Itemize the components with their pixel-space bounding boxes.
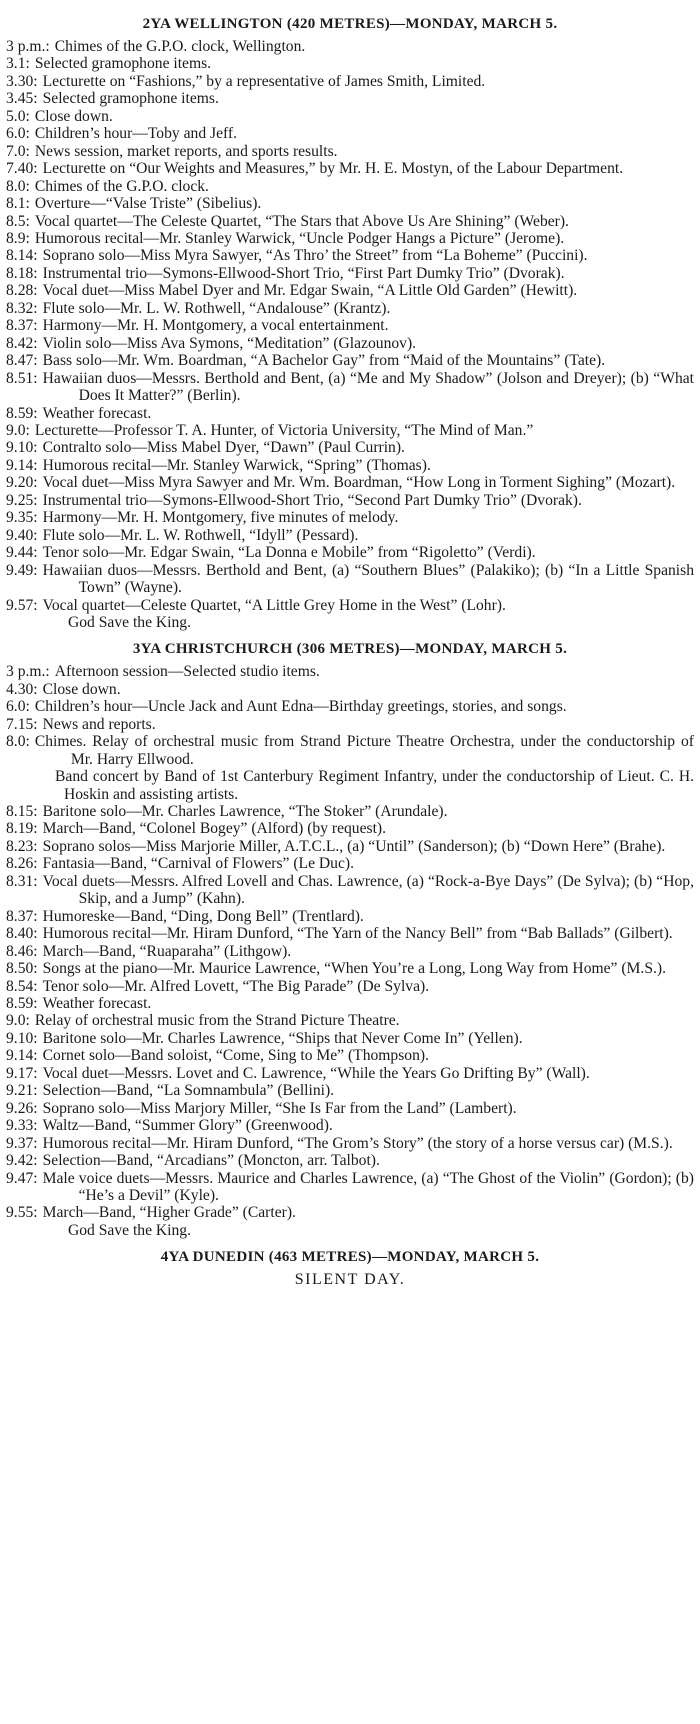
programme-item xyxy=(6,405,694,422)
item-description: Selected gramophone items. xyxy=(34,55,212,73)
programme-item xyxy=(6,178,694,195)
programme-item xyxy=(6,230,694,247)
item-description: Band concert by Band of 1st Canterbury Regiment Infantry, under the conductorship of Lieut. C. H. Hoskin and assisting artists. xyxy=(55,768,694,803)
item-time: 8.50: xyxy=(6,960,38,978)
item-description: Fantasia—Band, “Carnival of Flowers” (Le Duc). xyxy=(42,855,354,873)
item-description: March—Band, “Ruaparaha” (Lithgow). xyxy=(42,942,292,960)
programme-item xyxy=(6,698,694,715)
programme-item xyxy=(6,1204,694,1221)
programme-item xyxy=(6,195,694,212)
programme-item xyxy=(6,527,694,544)
item-description: Soprano solos—Miss Marjorie Miller, A.T.C.L., (a) “Until” (Sanderson); (b) “Down Here” (Brahe). xyxy=(42,837,666,855)
item-time: 8.23: xyxy=(6,837,38,855)
station-section xyxy=(6,14,694,631)
item-time: 8.5: xyxy=(6,212,30,230)
item-description: Selected gramophone items. xyxy=(42,90,219,108)
closing-anthem: God Save the King. xyxy=(68,1221,191,1239)
item-time: 8.31: xyxy=(6,872,38,890)
item-description: Bass solo—Mr. Wm. Boardman, “A Bachelor Gay” from “Maid of the Mountains” (Tate). xyxy=(42,352,606,370)
item-description: Relay of orchestral music from the Strand Picture Theatre. xyxy=(34,1012,400,1030)
programme-item xyxy=(6,213,694,230)
programme-item xyxy=(6,474,694,491)
item-description: News and reports. xyxy=(42,715,156,733)
item-time: 9.40: xyxy=(6,526,38,544)
item-description: Harmony—Mr. H. Montgomery, five minutes of melody. xyxy=(42,509,399,527)
item-description: Afternoon session—Selected studio items. xyxy=(54,663,320,681)
item-description: Waltz—Band, “Summer Glory” (Greenwood). xyxy=(42,1117,333,1135)
item-description: Soprano solo—Miss Marjory Miller, “She Is Far from the Land” (Lambert). xyxy=(42,1099,517,1117)
silent-day-note: SILENT DAY. xyxy=(294,1271,406,1289)
item-description: Vocal duet—Messrs. Lovet and C. Lawrence, “While the Years Go Drifting By” (Wall). xyxy=(42,1064,590,1082)
programme-item xyxy=(6,370,694,405)
item-description: Selection—Band, “La Somnambula” (Bellini). xyxy=(42,1082,335,1100)
programme-item xyxy=(6,663,694,680)
item-time: 8.37: xyxy=(6,317,38,335)
programme-item xyxy=(6,492,694,509)
item-description: Tenor solo—Mr. Edgar Swain, “La Donna e Mobile” from “Rigoletto” (Verdi). xyxy=(42,544,536,562)
programme-item xyxy=(6,1152,694,1169)
item-time: 9.0: xyxy=(6,1012,30,1030)
programme-item xyxy=(6,768,694,803)
programme-item xyxy=(6,597,694,614)
item-description: Cornet solo—Band soloist, “Come, Sing to Me” (Thompson). xyxy=(42,1047,429,1065)
item-description: Vocal duet—Miss Mabel Dyer and Mr. Edgar Swain, “A Little Old Garden” (Hewitt). xyxy=(42,282,578,300)
item-description: Lecturette—Professor T. A. Hunter, of Victoria University, “The Mind of Man.” xyxy=(34,421,534,439)
item-time: 9.17: xyxy=(6,1064,38,1082)
station-section xyxy=(6,639,694,1239)
item-time: 9.10: xyxy=(6,439,38,457)
programme-item xyxy=(6,143,694,160)
item-description: Violin solo—Miss Ava Symons, “Meditation” (Glazounov). xyxy=(42,334,417,352)
programme-item xyxy=(6,1082,694,1099)
programme-item xyxy=(6,422,694,439)
programme-item xyxy=(6,38,694,55)
item-time: 9.55: xyxy=(6,1204,38,1222)
item-description: Humorous recital—Mr. Stanley Warwick, “Spring” (Thomas). xyxy=(42,456,431,474)
item-time: 6.0: xyxy=(6,125,30,143)
item-time: 8.0: xyxy=(6,733,30,751)
programme-item xyxy=(6,1047,694,1064)
programme-item xyxy=(6,300,694,317)
programme-item xyxy=(6,978,694,995)
item-description: Overture—“Valse Triste” (Sibelius). xyxy=(34,195,262,213)
programme-item xyxy=(6,1012,694,1029)
item-time: 5.0: xyxy=(6,107,30,125)
item-description: March—Band, “Colonel Bogey” (Alford) (by request). xyxy=(42,820,387,838)
item-description: Humorous recital—Mr. Hiram Dunford, “The Yarn of the Nancy Bell” from “Bab Ballads” (Gilbert). xyxy=(42,925,673,943)
programme-item xyxy=(6,265,694,282)
item-time: 8.19: xyxy=(6,820,38,838)
programme-item xyxy=(6,838,694,855)
item-time: 3 p.m.: xyxy=(6,663,50,681)
item-time: 8.14: xyxy=(6,247,38,265)
item-description: Close down. xyxy=(42,680,121,698)
item-time: 9.37: xyxy=(6,1134,38,1152)
programme-item xyxy=(6,352,694,369)
item-description: Chimes. Relay of orchestral music from Strand Picture Theatre Orchestra, under the conductorship of Mr. Harry Ellwood. xyxy=(34,733,694,768)
item-time: 9.10: xyxy=(6,1029,38,1047)
programme-item xyxy=(6,820,694,837)
item-time: 8.59: xyxy=(6,404,38,422)
item-time: 8.47: xyxy=(6,352,38,370)
programme-item xyxy=(6,509,694,526)
programme-item xyxy=(6,1117,694,1134)
programme-sections xyxy=(6,14,694,1289)
item-time: 8.42: xyxy=(6,334,38,352)
programme-item xyxy=(6,73,694,90)
programme-item xyxy=(6,855,694,872)
item-description: Soprano solo—Miss Myra Sawyer, “As Thro’ the Street” from “La Boheme” (Puccini). xyxy=(42,247,588,265)
programme-item xyxy=(6,995,694,1012)
item-description: Chimes of the G.P.O. clock, Wellington. xyxy=(54,38,306,55)
item-description: Songs at the piano—Mr. Maurice Lawrence, “When You’re a Long, Long Way from Home” (M.S.). xyxy=(42,960,666,978)
item-description: Children’s hour—Uncle Jack and Aunt Edna—Birthday greetings, stories, and songs. xyxy=(34,698,567,716)
programme-item xyxy=(6,1170,694,1205)
item-description: Children’s hour—Toby and Jeff. xyxy=(34,125,238,143)
item-time: 9.0: xyxy=(6,421,30,439)
programme-item xyxy=(6,681,694,698)
item-description: News session, market reports, and sports results. xyxy=(34,142,338,160)
programme-item xyxy=(6,544,694,561)
programme-item xyxy=(6,1065,694,1082)
item-description: Flute solo—Mr. L. W. Rothwell, “Idyll” (Pessard). xyxy=(42,526,359,544)
item-description: Vocal quartet—The Celeste Quartet, “The Stars that Above Us Are Shining” (Weber). xyxy=(34,212,569,230)
item-description: Instrumental trio—Symons-Ellwood-Short Trio, “Second Part Dumky Trio” (Dvorak). xyxy=(42,491,582,509)
item-description: Selection—Band, “Arcadians” (Moncton, arr. Talbot). xyxy=(42,1152,380,1170)
item-description: Humorous recital—Mr. Stanley Warwick, “Uncle Podger Hangs a Picture” (Jerome). xyxy=(34,229,565,247)
item-time: 9.25: xyxy=(6,491,38,509)
closing-anthem: God Save the King. xyxy=(68,613,191,631)
station-title: 4YA DUNEDIN (463 METRES)—MONDAY, MARCH 5. xyxy=(160,1249,540,1266)
programme-item xyxy=(6,108,694,125)
item-time: 8.37: xyxy=(6,907,38,925)
programme-item xyxy=(6,925,694,942)
programme-item xyxy=(6,1030,694,1047)
programme-item xyxy=(6,457,694,474)
item-description: Harmony—Mr. H. Montgomery, a vocal entertainment. xyxy=(42,317,389,335)
item-description: Instrumental trio—Symons-Ellwood-Short Trio, “First Part Dumky Trio” (Dvorak). xyxy=(42,264,565,282)
item-description: Lecturette on “Our Weights and Measures,” by Mr. H. E. Mostyn, of the Labour Department. xyxy=(42,160,624,178)
item-time: 8.59: xyxy=(6,995,38,1013)
item-description: Contralto solo—Miss Mabel Dyer, “Dawn” (Paul Currin). xyxy=(42,439,405,457)
programme-item xyxy=(6,803,694,820)
item-description: Chimes of the G.P.O. clock. xyxy=(34,177,209,195)
item-time: 8.18: xyxy=(6,264,38,282)
item-time: 9.49: xyxy=(6,561,38,579)
programme-item xyxy=(6,90,694,107)
item-time: 8.28: xyxy=(6,282,38,300)
item-time: 9.21: xyxy=(6,1082,38,1100)
station-title: 2YA WELLINGTON (420 METRES)—MONDAY, MARCH 5. xyxy=(142,16,558,32)
programme-item xyxy=(6,160,694,177)
item-time: 6.0: xyxy=(6,698,30,716)
item-description: Male voice duets—Messrs. Maurice and Charles Lawrence, (a) “The Ghost of the Violin” (Gordon); (b) “He’s a Devil” (Kyle). xyxy=(42,1169,694,1204)
item-description: Baritone solo—Mr. Charles Lawrence, “The Stoker” (Arundale). xyxy=(42,803,448,821)
item-time: 9.26: xyxy=(6,1099,38,1117)
item-description: Vocal duet—Miss Myra Sawyer and Mr. Wm. Boardman, “How Long in Torment Sighing” (Mozart). xyxy=(42,474,676,492)
item-description: March—Band, “Higher Grade” (Carter). xyxy=(42,1204,296,1222)
item-description: Lecturette on “Fashions,” by a representative of James Smith, Limited. xyxy=(42,72,486,90)
programme-item xyxy=(6,1100,694,1117)
item-description: Vocal duets—Messrs. Alfred Lovell and Chas. Lawrence, (a) “Rock-a-Bye Days” (De Sylva); (b) “Hop, Skip, and a Jump” (Kahn). xyxy=(42,872,694,908)
item-description: Weather forecast. xyxy=(42,995,152,1013)
item-time: 9.35: xyxy=(6,509,38,527)
item-time: 8.1: xyxy=(6,195,30,213)
item-time: 9.14: xyxy=(6,456,38,474)
item-time: 9.14: xyxy=(6,1047,38,1065)
programme-item xyxy=(6,335,694,352)
item-description: Baritone solo—Mr. Charles Lawrence, “Ships that Never Come In” (Yellen). xyxy=(42,1029,523,1047)
item-description: Hawaiian duos—Messrs. Berthold and Bent, (a) “Me and My Shadow” (Jolson and Dreyer); (b) “What Does It Matter?” (Berlin). xyxy=(42,369,694,405)
item-time: 9.20: xyxy=(6,474,38,492)
programme-item xyxy=(6,716,694,733)
item-description: Humorous recital—Mr. Hiram Dunford, “The Grom’s Story” (the story of a horse versus car) (M.S.). xyxy=(42,1134,673,1152)
item-time: 4.30: xyxy=(6,680,38,698)
item-time: 8.46: xyxy=(6,942,38,960)
programme-item xyxy=(6,873,694,908)
programme-item xyxy=(6,943,694,960)
item-time: 8.9: xyxy=(6,229,30,247)
item-time: 8.15: xyxy=(6,803,38,821)
item-time: 9.44: xyxy=(6,544,38,562)
item-description: Flute solo—Mr. L. W. Rothwell, “Andalouse” (Krantz). xyxy=(42,299,391,317)
item-time: 3.1: xyxy=(6,55,30,73)
item-description: Close down. xyxy=(34,107,113,125)
item-time: 8.32: xyxy=(6,299,38,317)
programme-item xyxy=(6,562,694,597)
item-time: 9.57: xyxy=(6,596,38,614)
item-description: Weather forecast. xyxy=(42,404,152,422)
programme-item xyxy=(6,317,694,334)
programme-item xyxy=(6,247,694,264)
programme-item xyxy=(6,1135,694,1152)
item-time: 7.0: xyxy=(6,142,30,160)
item-time: 3 p.m.: xyxy=(6,38,50,55)
item-description: Tenor solo—Mr. Alfred Lovett, “The Big Parade” (De Sylva). xyxy=(42,977,430,995)
programme-item xyxy=(6,908,694,925)
item-time: 8.40: xyxy=(6,925,38,943)
item-time: 7.40: xyxy=(6,160,38,178)
programme-item xyxy=(6,960,694,977)
item-time: 8.26: xyxy=(6,855,38,873)
programme-item xyxy=(6,439,694,456)
item-time: 8.0: xyxy=(6,177,30,195)
station-section xyxy=(6,1247,694,1289)
programme-item xyxy=(6,282,694,299)
item-time: 7.15: xyxy=(6,715,38,733)
programme-item xyxy=(6,733,694,768)
item-time: 9.33: xyxy=(6,1117,38,1135)
item-time: 3.30: xyxy=(6,72,38,90)
item-time: 3.45: xyxy=(6,90,38,108)
programme-item xyxy=(6,125,694,142)
item-time: 9.47: xyxy=(6,1169,38,1187)
item-description: Humoreske—Band, “Ding, Dong Bell” (Trentlard). xyxy=(42,907,364,925)
item-description: Hawaiian duos—Messrs. Berthold and Bent, (a) “Southern Blues” (Palakiko); (b) “In a Little Spanish Town” (Wayne). xyxy=(42,561,694,597)
programme-item xyxy=(6,55,694,72)
item-time: 8.51: xyxy=(6,369,38,387)
station-title: 3YA CHRISTCHURCH (306 METRES)—MONDAY, MARCH 5. xyxy=(132,641,568,658)
item-description: Vocal quartet—Celeste Quartet, “A Little Grey Home in the West” (Lohr). xyxy=(42,596,506,614)
item-time: 9.42: xyxy=(6,1152,38,1170)
item-time: 8.54: xyxy=(6,977,38,995)
